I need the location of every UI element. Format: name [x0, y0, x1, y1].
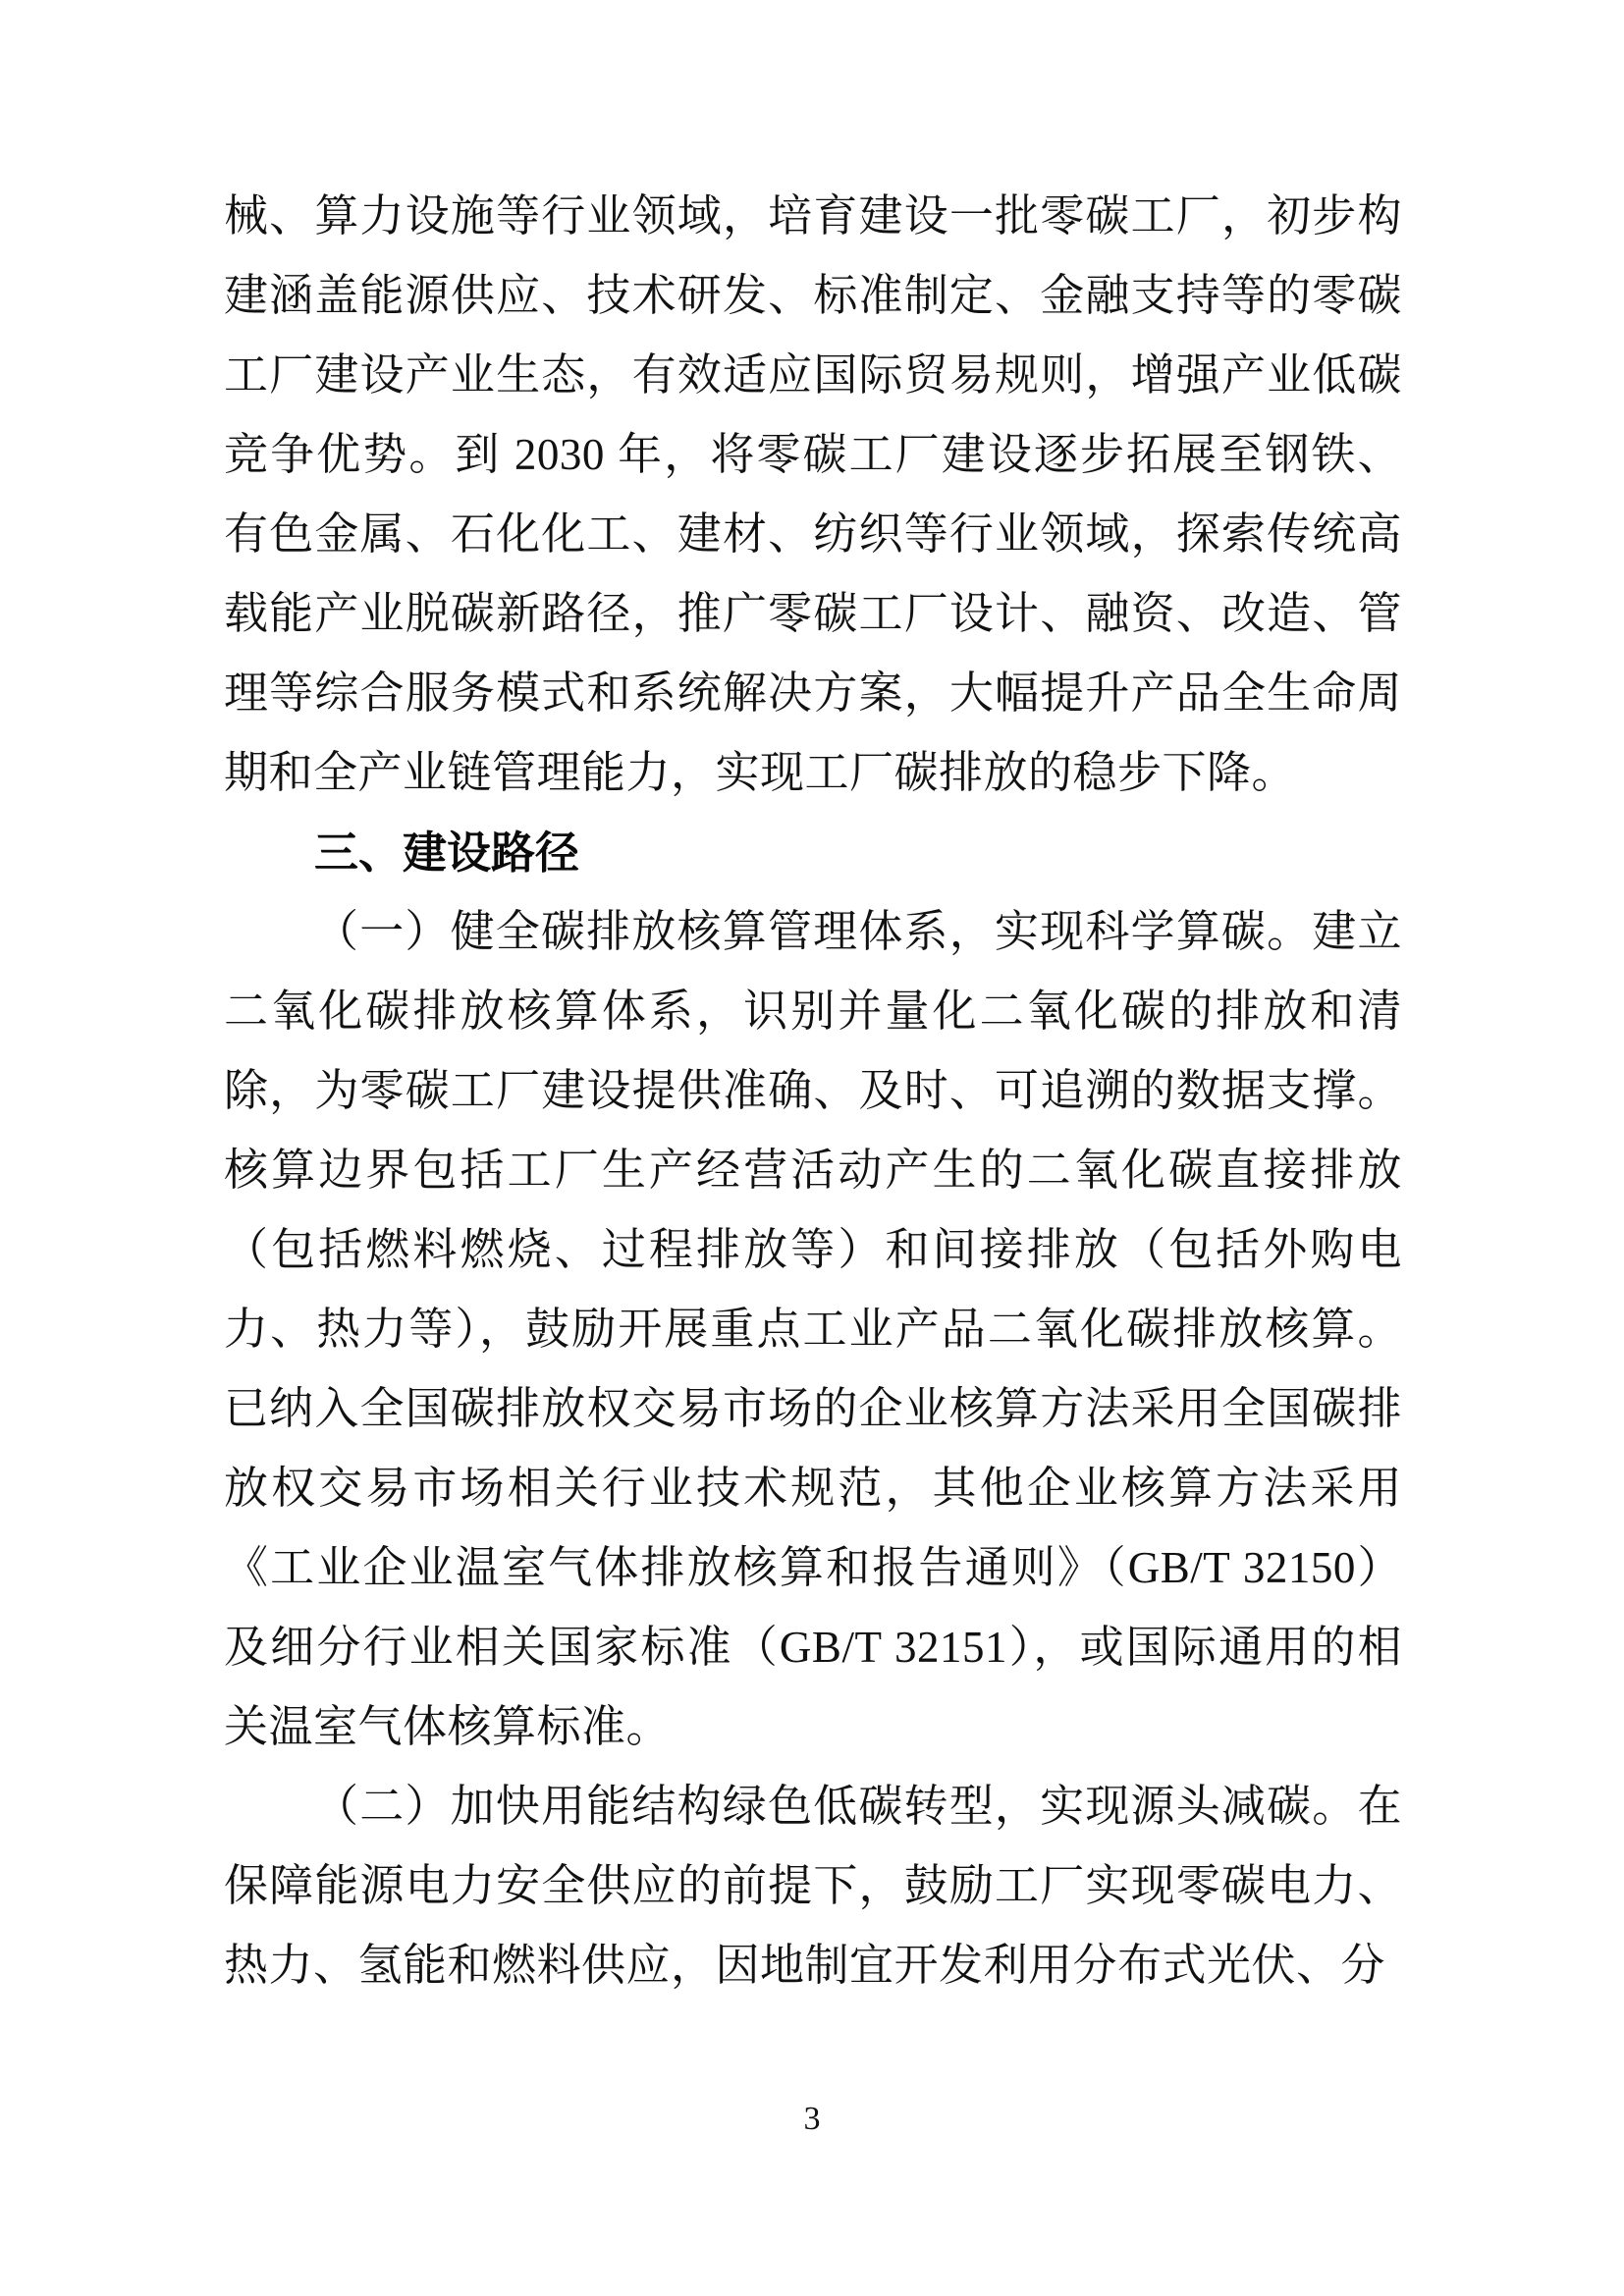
body-paragraph: （二）加快用能结构绿色低碳转型，实现源头减碳。在保障能源电力安全供应的前提下，鼓励工厂实现零碳电力、热力、氢能和燃料供应，因地制宜开发利用分布式光伏、分: [224, 1782, 1402, 1990]
body-paragraph: 械、算力设施等行业领域，培育建设一批零碳工厂，初步构建涵盖能源供应、技术研发、标准制定、金融支持等的零碳工厂建设产业生态，有效适应国际贸易规则，增强产业低碳竞争优势。到 2030 年，将零碳工厂建设逐步拓展至钢铁、有色金属、石化化工、建材、纺织等行业领域，探索传统高载能产业脱碳新路径，推广零碳工厂设计、融资、改造、管理等综合服务模式和系统解决方案，大幅提升产品全生命周期和全产业链管理能力，实现工厂碳排放的稳步下降。: [224, 191, 1402, 797]
page-content: [224, 177, 1402, 2005]
section-heading: 三、建设路径: [314, 828, 580, 878]
body-paragraph: （一）健全碳排放核算管理体系，实现科学算碳。建立二氧化碳排放核算体系，识别并量化二氧化碳的排放和清除，为零碳工厂建设提供准确、及时、可追溯的数据支撑。核算边界包括工厂生产经营活动产生的二氧化碳直接排放（包括燃料燃烧、过程排放等）和间接排放（包括外购电力、热力等），鼓励开展重点工业产品二氧化碳排放核算。已纳入全国碳排放权交易市场的企业核算方法采用全国碳排放权交易市场相关行业技术规范，其他企业核算方法采用《工业企业温室气体排放核算和报告通则》（GB/T 32150）及细分行业相关国家标准（GB/T 32151），或国际通用的相关温室气体核算标准。: [224, 907, 1402, 1751]
page-number: 3: [803, 2101, 821, 2137]
